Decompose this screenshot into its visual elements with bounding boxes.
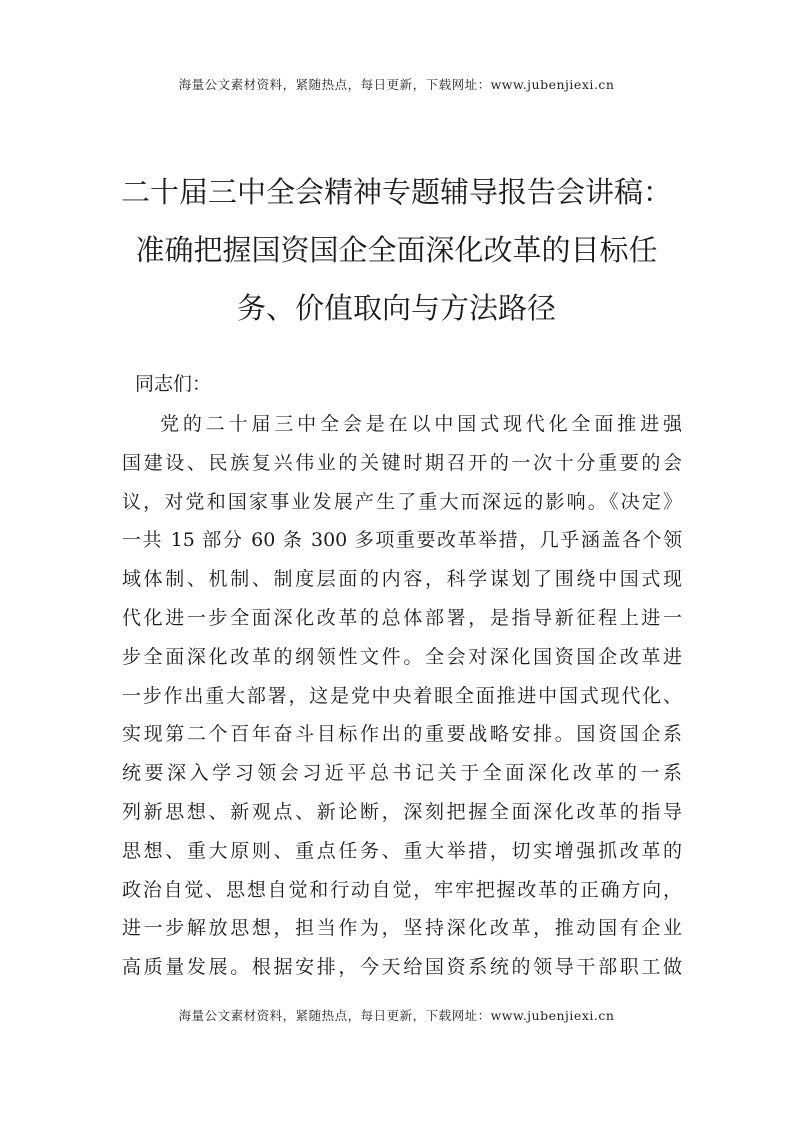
body-line: 进一步解放思想，担当作为，坚持深化改革，推动国有企业 bbox=[122, 917, 682, 940]
body-paragraph bbox=[122, 405, 682, 987]
salutation: 同志们： bbox=[135, 373, 212, 395]
title-line-1: 二十届三中全会精神专题辅导报告会讲稿： bbox=[120, 175, 672, 209]
body-line: 高质量发展。根据安排，今天给国资系统的领导干部职工做 bbox=[122, 956, 682, 979]
body-line: 列新思想、新观点、新论断，深刻把握全面深化改革的指导 bbox=[122, 800, 682, 823]
page-header: 海量公文素材资料，紧随热点，每日更新，下载网址：www.jubenjiexi.cn bbox=[178, 77, 615, 92]
body-line: 代化进一步全面深化改革的总体部署，是指导新征程上进一 bbox=[122, 606, 682, 629]
body-line: 步全面深化改革的纲领性文件。全会对深化国资国企改革进 bbox=[122, 645, 682, 668]
body-line: 政治自觉、思想自觉和行动自觉，牢牢把握改革的正确方向， bbox=[122, 878, 682, 901]
title-line-3: 务、价值取向与方法路径 bbox=[236, 291, 556, 325]
body-line: 实现第二个百年奋斗目标作出的重要战略安排。国资国企系 bbox=[122, 723, 682, 746]
body-line: 统要深入学习领会习近平总书记关于全面深化改革的一系 bbox=[122, 762, 682, 785]
body-line: 思想、重大原则、重点任务、重大举措，切实增强抓改革的 bbox=[122, 839, 682, 862]
page-footer: 海量公文素材资料，紧随热点，每日更新，下载网址：www.jubenjiexi.cn bbox=[178, 1008, 615, 1023]
body-line: 党的二十届三中全会是在以中国式现代化全面推进强 bbox=[160, 413, 682, 435]
body-line: 议，对党和国家事业发展产生了重大而深远的影响。《决定》 bbox=[122, 490, 682, 513]
body-line: 一步作出重大部署，这是党中央着眼全面推进中国式现代化、 bbox=[122, 684, 682, 707]
body-line: 域体制、机制、制度层面的内容，科学谋划了围绕中国式现 bbox=[122, 568, 682, 591]
document-title bbox=[100, 163, 693, 337]
body-line: 国建设、民族复兴伟业的关键时期召开的一次十分重要的会 bbox=[122, 451, 682, 474]
body-line: 一共 15 部分 60 条 300 多项重要改革举措，几乎涵盖各个领 bbox=[122, 529, 682, 552]
title-line-2: 准确把握国资国企全面深化改革的目标任 bbox=[135, 233, 658, 267]
